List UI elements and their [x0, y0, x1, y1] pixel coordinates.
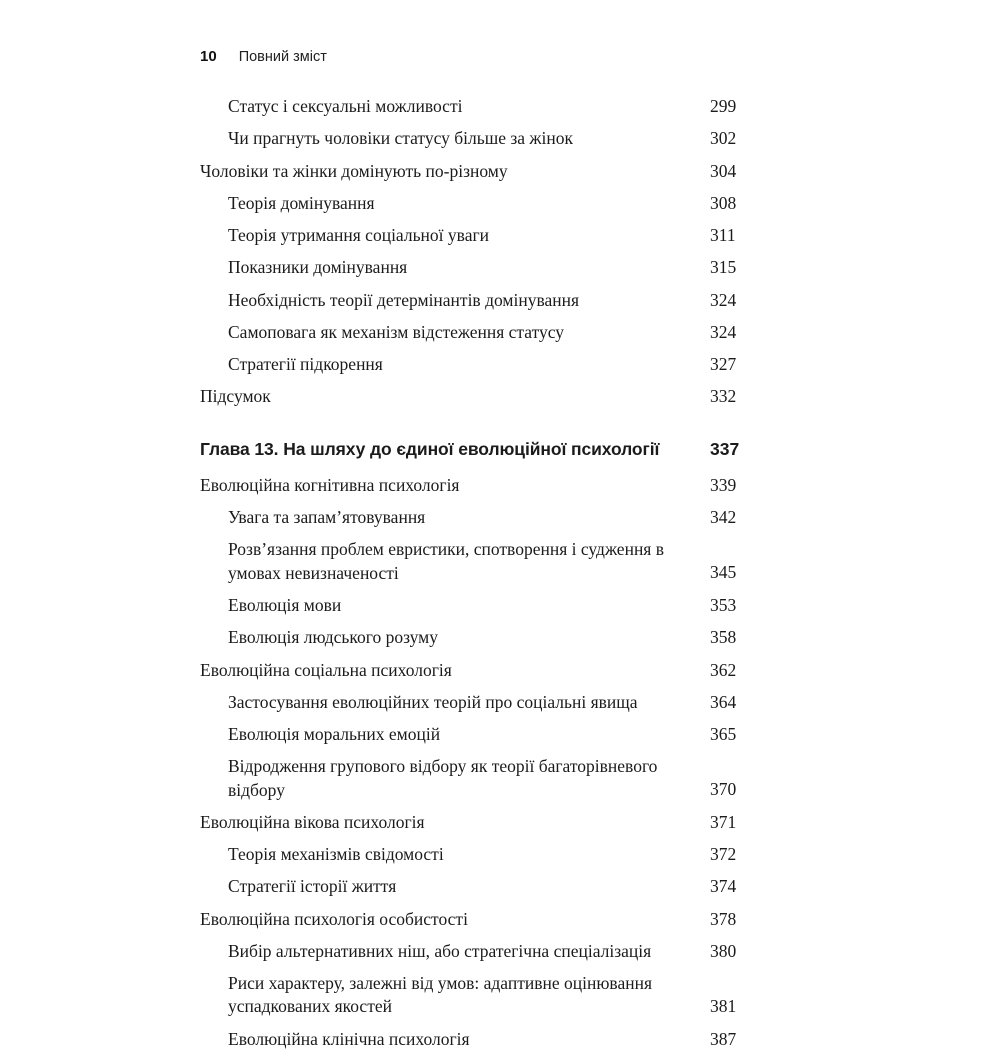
toc-entry-page-number: [682, 755, 770, 811]
toc-entry-title[interactable]: Теорія домінування: [228, 192, 375, 213]
toc-entry-row[interactable]: [200, 538, 770, 594]
toc-entry-page-number: 378: [710, 908, 737, 929]
toc-entry-title[interactable]: Відродження групового відбору як теорії багаторівневого відбору: [228, 756, 658, 800]
toc-entry-title[interactable]: Глава 13. На шляху до єдиної еволюційної психології: [200, 438, 660, 459]
toc-entry-title[interactable]: Підсумок: [200, 386, 271, 407]
page-folio-number: 10: [200, 48, 217, 65]
toc-entry-page-number: 299: [710, 96, 737, 116]
toc-entry-page-number: 324: [710, 289, 737, 310]
toc-page-number-value: 345: [710, 562, 737, 583]
toc-entry-row[interactable]: [200, 659, 770, 691]
toc-entry-row[interactable]: [200, 940, 770, 972]
toc-entry-title[interactable]: Увага та запам’ятовування: [228, 507, 426, 528]
toc-entry-title[interactable]: Риси характеру, залежні від умов: адаптивне оцінювання успадкованих якостей: [228, 973, 652, 1017]
toc-entry-page-number: 371: [710, 811, 737, 832]
toc-entry-page-number: 362: [710, 659, 737, 680]
toc-page-number-value: 381: [710, 996, 737, 1017]
toc-entry-title[interactable]: Необхідність теорії детермінантів домінування: [228, 289, 580, 310]
toc-entry-page-number: 374: [710, 876, 737, 897]
toc-entry-title[interactable]: Розв’язання проблем евристики, спотворення і судження в умовах невизначеності: [228, 539, 664, 583]
toc-page-number-value: 370: [710, 779, 737, 800]
toc-entry-page-number: 365: [710, 724, 737, 745]
toc-entry-page-number: 311: [710, 225, 736, 246]
toc-entry-page-number: [682, 538, 770, 594]
toc-entry-row[interactable]: [200, 723, 770, 755]
toc-entry-page-number: 327: [710, 354, 737, 375]
toc-entry-page-number: 387: [710, 1028, 737, 1049]
toc-entry-title[interactable]: Стратегії історії життя: [228, 876, 397, 897]
toc-entry-title[interactable]: Застосування еволюційних теорій про соціальні явища: [228, 691, 638, 712]
toc-entry-row[interactable]: [200, 1028, 770, 1060]
toc-entry-row[interactable]: [200, 908, 770, 940]
toc-entry-title[interactable]: Еволюційна когнітивна психологія: [200, 474, 460, 495]
toc-entry-page-number: 302: [710, 128, 737, 149]
toc-entry-page-number: 339: [710, 474, 737, 495]
toc-entry-row[interactable]: [200, 224, 770, 256]
toc-entry-page-number: 337: [710, 438, 740, 459]
toc-entry-page-number: 304: [710, 160, 737, 181]
toc-entry-row[interactable]: [200, 385, 770, 417]
toc-entry-title[interactable]: Еволюція мови: [228, 594, 342, 615]
toc-entry-row[interactable]: [200, 594, 770, 626]
toc-entry-row[interactable]: [200, 811, 770, 843]
toc-entry-row[interactable]: [200, 506, 770, 538]
toc-entry-row[interactable]: [200, 353, 770, 385]
toc-entry-title[interactable]: Еволюція людського розуму: [228, 627, 438, 648]
toc-entry-row[interactable]: [200, 474, 770, 506]
toc-entry-title[interactable]: Стратегії підкорення: [228, 354, 383, 375]
toc-entry-page-number: 364: [710, 691, 737, 712]
toc-entry-title[interactable]: Еволюційна вікова психологія: [200, 811, 425, 832]
running-head-title: Повний зміст: [238, 49, 327, 65]
toc-entry-row[interactable]: [200, 875, 770, 907]
toc-entry-row[interactable]: [200, 256, 770, 288]
toc-entry-row[interactable]: [200, 321, 770, 353]
toc-chapter-row[interactable]: [200, 418, 770, 474]
toc-entry-title[interactable]: Еволюційна соціальна психологія: [200, 659, 452, 680]
toc-entry-row[interactable]: [200, 626, 770, 658]
toc-entry-page-number: 380: [710, 940, 737, 961]
toc-entry-row[interactable]: [200, 755, 770, 811]
toc-entry-row[interactable]: [200, 691, 770, 723]
toc-entry-row[interactable]: [200, 95, 770, 127]
table-of-contents: [200, 95, 770, 1060]
toc-entry-row[interactable]: [200, 127, 770, 159]
toc-entry-row[interactable]: [200, 160, 770, 192]
toc-entry-page-number: 308: [710, 192, 737, 213]
toc-entry-title[interactable]: Еволюційна психологія особистості: [200, 908, 468, 929]
toc-entry-row[interactable]: [200, 192, 770, 224]
toc-entry-title[interactable]: Статус і сексуальні можливості: [228, 96, 463, 116]
toc-entry-page-number: 342: [710, 507, 737, 528]
toc-entry-title[interactable]: Показники домінування: [228, 257, 408, 278]
toc-entry-page-number: 324: [710, 321, 737, 342]
toc-entry-page-number: 358: [710, 627, 737, 648]
toc-entry-page-number: 332: [710, 386, 737, 407]
toc-entry-title[interactable]: Еволюційна клінічна психологія: [228, 1028, 470, 1049]
toc-entry-title[interactable]: Чоловіки та жінки домінують по-різному: [200, 160, 508, 181]
toc-entry-title[interactable]: Еволюція моральних емоцій: [228, 724, 441, 745]
toc-entry-row[interactable]: [200, 289, 770, 321]
toc-entry-title[interactable]: Теорія утримання соціальної уваги: [228, 225, 490, 246]
toc-entry-title[interactable]: Самоповага як механізм відстеження статусу: [228, 321, 565, 342]
toc-entry-page-number: 353: [710, 594, 737, 615]
toc-entry-row[interactable]: [200, 843, 770, 875]
toc-entry-title[interactable]: Вибір альтернативних ніш, або стратегічна спеціалізація: [228, 940, 652, 961]
toc-entry-page-number: 315: [710, 257, 737, 278]
running-head: [200, 48, 770, 65]
toc-entry-title[interactable]: Чи прагнуть чоловіки статусу більше за жінок: [228, 128, 573, 149]
toc-entry-title[interactable]: Теорія механізмів свідомості: [228, 844, 444, 865]
toc-entry-page-number: 372: [710, 844, 737, 865]
